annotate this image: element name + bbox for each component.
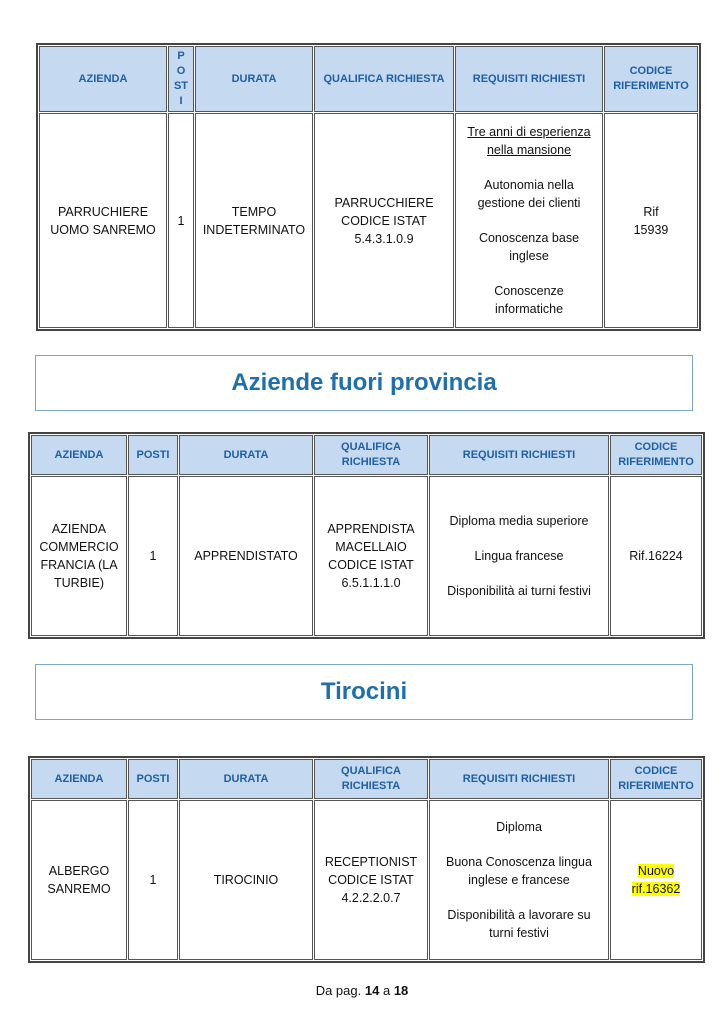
header-qualifica: QUALIFICA RICHIESTA (314, 759, 428, 799)
cell-codice: Rif.16224 (610, 476, 702, 636)
header-requisiti: REQUISITI RICHIESTI (429, 435, 609, 475)
cell-durata: TEMPO INDETERMINATO (195, 113, 313, 328)
cell-durata: APPRENDISTATO (179, 476, 313, 636)
page-footer (0, 983, 724, 998)
cell-codice: Rif 15939 (604, 113, 698, 328)
table-row (39, 113, 698, 328)
table-row (31, 476, 702, 636)
cell-requisiti (455, 113, 603, 328)
cell-qualifica: RECEPTIONIST CODICE ISTAT 4.2.2.2.0.7 (314, 800, 428, 960)
cell-azienda: ALBERGO SANREMO (31, 800, 127, 960)
header-posti: POSTI (128, 435, 178, 475)
requisito: Conoscenze informatiche (494, 284, 564, 316)
header-azienda: AZIENDA (39, 46, 167, 112)
job-table-tirocini (28, 756, 705, 963)
highlighted-code: Nuovo rif.16362 (631, 864, 681, 896)
requisito: Disponibilità a lavorare su turni festivi (447, 908, 591, 940)
cell-qualifica: PARRUCCHIERE CODICE ISTAT 5.4.3.1.0.9 (314, 113, 454, 328)
header-posti: P O ST I (168, 46, 194, 112)
requisito: Tre anni di esperienza nella mansione (467, 125, 591, 157)
section-header-tirocini (35, 664, 693, 720)
header-azienda: AZIENDA (31, 759, 127, 799)
header-qualifica: QUALIFICA RICHIESTA (314, 46, 454, 112)
header-durata: DURATA (179, 759, 313, 799)
requisito: Diploma media superiore (449, 514, 589, 528)
footer-page-to: 18 (393, 983, 409, 998)
cell-posti: 1 (128, 800, 178, 960)
footer-mid: a (382, 983, 391, 998)
section-header-fuori-provincia (35, 355, 693, 411)
header-posti: POSTI (128, 759, 178, 799)
table-row (31, 800, 702, 960)
requisito: Disponibilità ai turni festivi (447, 584, 591, 598)
requisito: Autonomia nella gestione dei clienti (477, 178, 581, 210)
cell-durata: TIROCINIO (179, 800, 313, 960)
cell-azienda: PARRUCHIERE UOMO SANREMO (39, 113, 167, 328)
section-title: Tirocini (320, 678, 408, 705)
header-durata: DURATA (179, 435, 313, 475)
header-codice: CODICE RIFERIMENTO (610, 759, 702, 799)
header-codice: CODICE RIFERIMENTO (610, 435, 702, 475)
requisito: Diploma (496, 820, 542, 834)
cell-requisiti (429, 476, 609, 636)
cell-requisiti (429, 800, 609, 960)
cell-qualifica: APPRENDISTA MACELLAIO CODICE ISTAT 6.5.1.1.1.0 (314, 476, 428, 636)
cell-posti: 1 (128, 476, 178, 636)
footer-page-from: 14 (364, 983, 380, 998)
cell-posti: 1 (168, 113, 194, 328)
header-durata: DURATA (195, 46, 313, 112)
header-codice: CODICE RIFERIMENTO (604, 46, 698, 112)
header-requisiti: REQUISITI RICHIESTI (429, 759, 609, 799)
cell-azienda: AZIENDA COMMERCIO FRANCIA (LA TURBIE) (31, 476, 127, 636)
header-requisiti: REQUISITI RICHIESTI (455, 46, 603, 112)
section-title: Aziende fuori provincia (231, 369, 497, 396)
job-table-fuori-provincia (28, 432, 705, 639)
requisito: Buona Conoscenza lingua inglese e francese (446, 855, 592, 887)
footer-prefix: Da pag. (315, 983, 362, 998)
cell-codice (610, 800, 702, 960)
header-qualifica: QUALIFICA RICHIESTA (314, 435, 428, 475)
job-table-sanremo (36, 43, 701, 331)
requisito: Conoscenza base inglese (478, 231, 580, 263)
header-azienda: AZIENDA (31, 435, 127, 475)
requisito: Lingua francese (474, 549, 564, 563)
